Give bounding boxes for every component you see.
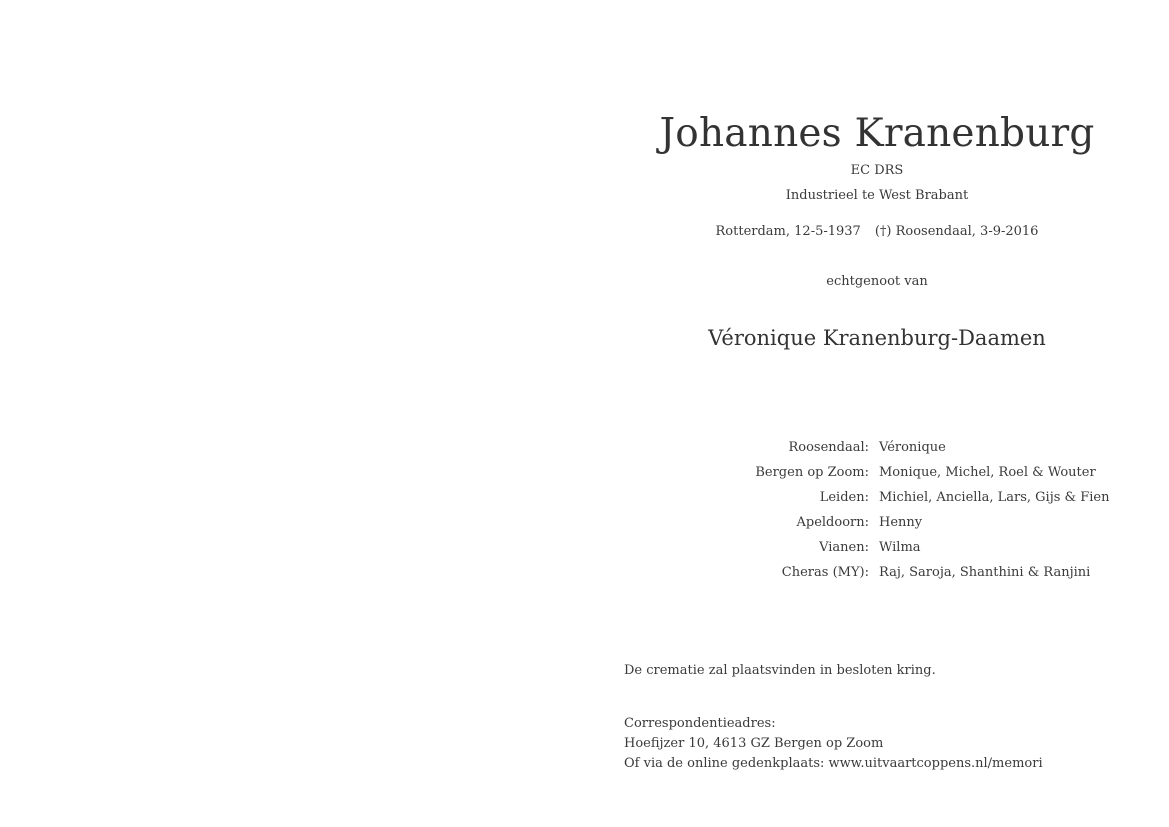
- family-row: [600, 512, 1160, 537]
- family-names: Michiel, Anciella, Lars, Gijs & Fien: [879, 490, 1110, 505]
- family-place: Leiden:: [819, 490, 869, 505]
- family-names: Henny: [879, 515, 923, 530]
- family-names: Wilma: [879, 540, 921, 555]
- family-row: [600, 437, 1160, 462]
- correspondence-block: [624, 714, 1043, 774]
- deceased-title: EC DRS: [850, 163, 904, 178]
- family-row: [600, 487, 1160, 512]
- spouse-label: echtgenoot van: [826, 274, 928, 289]
- spouse-name: Véronique Kranenburg-Daamen: [708, 326, 1046, 350]
- death-date: (†) Roosendaal, 3-9-2016: [874, 224, 1039, 239]
- family-names: Véronique: [879, 440, 946, 455]
- family-row: [600, 537, 1160, 562]
- family-place: Cheras (MY):: [781, 565, 869, 580]
- family-row: [600, 462, 1160, 487]
- deceased-occupation: Industrieel te West Brabant: [785, 188, 969, 203]
- family-row: [600, 562, 1160, 587]
- correspondence-label: Correspondentieadres:: [624, 716, 776, 731]
- memorial-card: [600, 0, 1160, 827]
- family-names: Raj, Saroja, Shanthini & Ranjini: [879, 565, 1091, 580]
- family-place: Vianen:: [819, 540, 869, 555]
- birth-date: Rotterdam, 12-5-1937: [715, 224, 861, 239]
- family-place: Roosendaal:: [788, 440, 869, 455]
- family-names: Monique, Michel, Roel & Wouter: [879, 465, 1096, 480]
- life-dates: [600, 224, 1154, 240]
- family-place: Bergen op Zoom:: [755, 465, 869, 480]
- family-list: [600, 437, 1160, 587]
- correspondence-address: Hoefijzer 10, 4613 GZ Bergen op Zoom: [624, 736, 884, 751]
- cremation-notice: De crematie zal plaatsvinden in besloten kring.: [624, 663, 936, 678]
- family-place: Apeldoorn:: [796, 515, 869, 530]
- deceased-name: Johannes Kranenburg: [659, 111, 1095, 156]
- online-memorial-line: Of via de online gedenkplaats: www.uitvaartcoppens.nl/memori: [624, 756, 1043, 771]
